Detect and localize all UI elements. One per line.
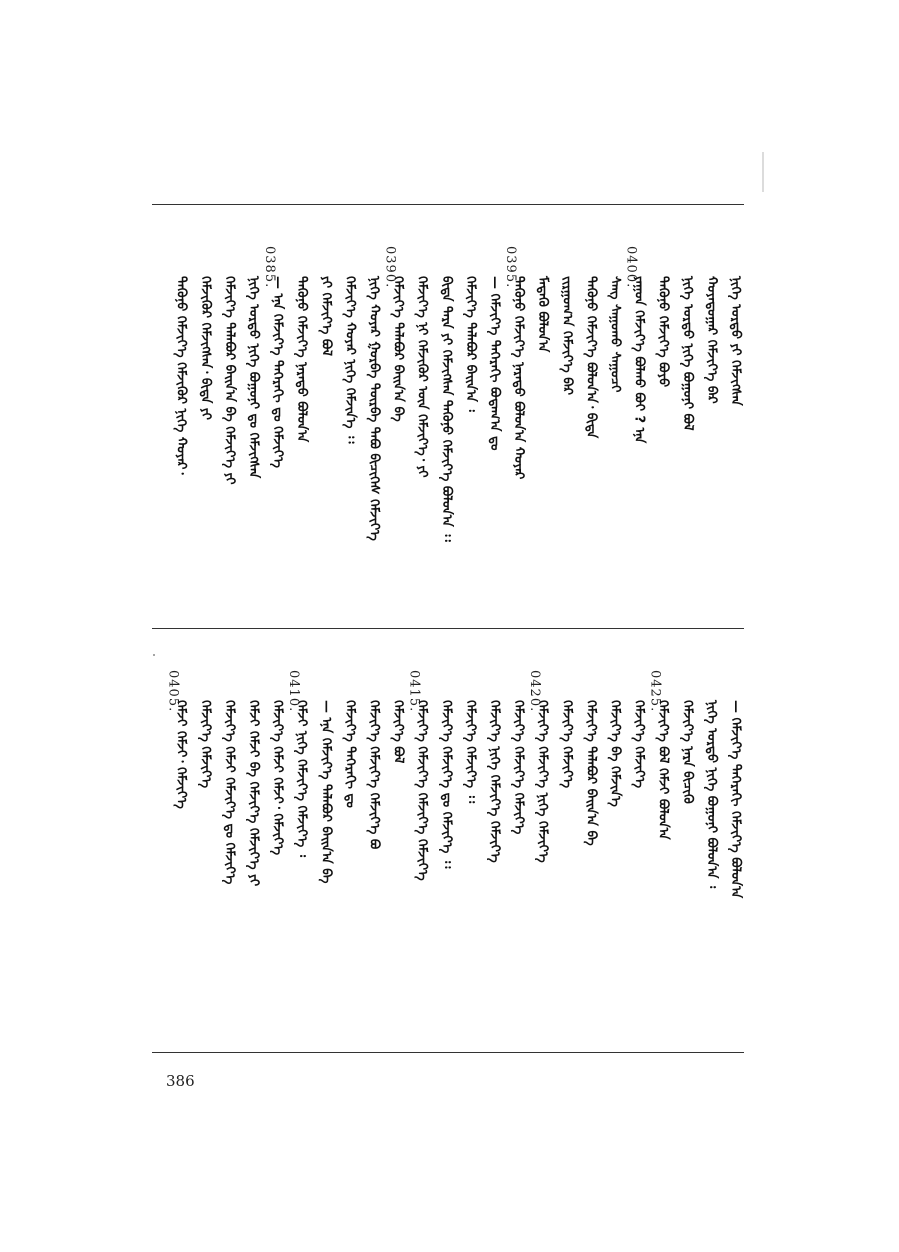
line-number: 0395. [503,246,519,289]
mongolian-text-line: ᠬᠡᠮᠵᠢᠶ᠎ᠡ ᠬᠡᠮᠵᠢᠶ᠎ᠡ ᠬᠡᠮᠵᠢᠶ᠎ᠡ ᠪᠤ [366,700,382,850]
line-number: 0405. [165,670,181,713]
mongolian-text-line: ᠬᠡᠮᠵᠢᠶ᠎ᠡ ᠬᠡᠮᠵᠢ ᠬᠡᠮᠵᠢᠶ᠎ᠡ ᠳᠤ ᠬᠡᠮᠵᠢᠶ᠎ᠡ [221,700,237,885]
mongolian-text-line: ᠰᠠᠩ ᠰᠠᠭᠤᠬᠤ ᠰᠠᠭᠤᠴᠢ [607,276,623,393]
mongolian-text-line: ᠬᠡᠮᠵᠢᠶ᠎ᠡ ᠬᠣᠶᠠᠷ ᠨᠢᠭᠡ ᠬᠡᠮᠵᠢᠨ᠎ᠡ ᠄᠄ [342,276,358,444]
text-column [162,664,189,1044]
mongolian-text-line: ᠲᠡᠭᠦᠨᠦ ᠬᠡᠮᠵᠢᠶ᠎ᠡ ᠪᠤᠶᠤ [655,276,671,388]
mongolian-text-line: ᠬᠡᠮᠵᠢᠶ᠎ᠡ ᠨᠡᠷᠡ ᠪᠢᠴᠢᠭᠦ [679,700,695,804]
mongolian-text-line: ᠬᠡᠮᠵᠢᠭᠦᠷ ᠬᠡᠮᠵᠢᠭᠰᠡᠨ᠂ ᠪᠢᠳᠡ ᠶᠢ [197,276,213,420]
mongolian-text-line: ᠪᠢᠳᠡ ᠲᠡᠷᠡ ᠶᠢ ᠬᠡᠮᠵᠢᠭᠰᠡᠨ ᠲᠡᠭᠦᠨᠦ ᠬᠡᠮᠵᠢᠶ᠎ᠡ ᠪᠣᠯᠤᠨ᠎ᠠ ᠄᠄ [438,276,454,542]
line-number: 0385. [262,246,278,289]
mongolian-text-line: ᠬᠡᠮᠵᠢᠶ᠎ᠡ ᠪᠣᠯ ᠬᠡᠮᠵᠢ ᠪᠣᠯᠤᠨ᠎ᠠ [655,700,671,840]
mongolian-text-line: ᠲᠡᠭᠦᠨᠦ ᠬᠡᠮᠵᠢᠶ᠎ᠡ ᠨᠡᠷᠡᠳᠦ ᠪᠣᠯᠤᠨ᠎ᠠ [294,276,310,443]
mongolian-text-line: ᠲᠡᠭᠦᠨᠦ ᠬᠡᠮᠵᠢᠶ᠎ᠡ ᠨᠡᠷᠡᠳᠦ ᠪᠣᠯᠤᠨ᠎ᠠ ᠬᠣᠶᠠᠷ [511,276,527,480]
page-edge-mark [762,152,764,192]
mongolian-text-line: ᠬᠡᠮᠵᠢᠶ᠎ᠡ ᠬᠡᠮᠵᠢ ᠬᠡᠮᠵᠢ᠂ ᠬᠡᠮᠵᠢᠶ᠎ᠡ [270,700,286,856]
upper-section [152,240,744,620]
line-number: 0420. [527,670,543,713]
mongolian-text-line: — ᠬᠡᠮᠵᠢᠶ᠎ᠡ ᠳᠡᠭᠡᠷᠡᠬᠢ ᠪᠤᠳᠠᠭ᠎ᠠ ᠳᠤ [487,276,502,451]
mongolian-text-line: ᠬᠡᠮᠵᠢᠶ᠎ᠡ ᠬᠡᠮᠵᠢᠶ᠎ᠡ ᠄᠄ [462,700,478,804]
line-number: 0390. [382,246,398,289]
mongolian-text-line: ᠬᠣᠶᠠᠳᠤᠭᠠᠷ ᠬᠡᠮᠵᠢᠶ᠎ᠡ ᠪᠡᠷ [703,276,719,404]
page-number: 386 [166,1072,195,1090]
mongolian-text-line: ᠶᠠᠭᠤᠨ ᠬᠡᠮᠵᠢᠶ᠎ᠡ ᠪᠣᠯᠬᠤ ᠪᠤᠢ ? ᠡᠨᠡ [631,276,647,444]
mongolian-text-line: ᠬᠡᠮᠵᠢᠶ᠎ᠡ ᠬᠡᠮᠵᠢᠶ᠎ᠡ ᠬᠡᠮᠵᠢᠶ᠎ᠡ ᠬᠡᠮᠵᠢᠶ᠎ᠡ [414,700,430,881]
mongolian-text-line: ᠶᠢ ᠬᠡᠮᠵᠢᠶ᠎ᠡ ᠪᠣᠯ [318,276,334,356]
mongolian-text-line: — ᠡᠨᠡ ᠬᠡᠮᠵᠢᠶ᠎ᠡ ᠲᠠᠯᠠᠪᠤᠷ ᠪᠠᠢᠨ᠎ᠠ ᠪᠠ [318,700,334,884]
mongolian-text-line: ᠨᠢᠭᠡ ᠤᠷᠲᠤ ᠶᠢ ᠬᠡᠮᠵᠢᠭᠰᠡᠨ [728,276,743,406]
mongolian-text-line: ᠬᠡᠮᠵᠢ ᠬᠡᠮᠵᠢ᠂ ᠬᠡᠮᠵᠢᠶ᠎ᠡ [173,700,189,809]
mongolian-text-line: ᠬᠡᠮᠵᠢᠶ᠎ᠡ ᠬᠡᠮᠵᠢᠶ᠎ᠡ [559,700,575,789]
line-number: 0400. [623,246,639,289]
middle-rule [152,628,744,629]
mongolian-text-line: ᠵᠢᠷᠭᠤᠭ᠎ᠠ ᠬᠡᠮᠵᠢᠶ᠎ᠡ ᠪᠡᠷ [559,276,575,395]
mongolian-text-line: ᠬᠡᠮᠵᠢᠶ᠎ᠡ ᠲᠠᠯᠠᠪᠤᠷ ᠪᠠᠢᠨ᠎ᠠ ᠪᠠ [583,700,599,846]
mongolian-text-line: — ᠡᠨᠡ ᠬᠡᠮᠵᠢᠶ᠎ᠡ ᠳᠡᠭᠡᠷᠡᠬᠢ ᠳᠤ ᠬᠡᠮᠵᠢᠶ᠎ᠡ [270,276,286,468]
mongolian-text-line: ᠬᠡᠮᠵᠢ ᠨᠢᠭᠡ ᠬᠡᠮᠵᠢᠶ᠎ᠡ ᠬᠡᠮᠵᠢᠶ᠎ᠡ ᠄ [294,700,310,858]
bottom-rule [152,1052,744,1053]
mongolian-text-line: ᠬᠡᠮᠵᠢᠶ᠎ᠡ ᠨᠢ ᠬᠡᠮᠵᠢᠭᠦᠷ ᠦᠨ ᠬᠡᠮᠵᠢᠶ᠎ᠡ᠂ ᠶᠢ [414,276,430,478]
mongolian-text-line: ᠨᠢᠭᠡ ᠤᠷᠲᠤ ᠨᠢᠭᠡ ᠪᠣᠭᠣᠨᠢ ᠪᠣᠯᠤᠨ᠎ᠠ ᠄ [703,700,719,889]
lower-section [152,664,744,1044]
mongolian-text-line: — ᠬᠡᠮᠵᠢᠶ᠎ᠡ ᠳᠡᠭᠡᠷᠡᠬᠢ ᠬᠡᠮᠵᠢᠶ᠎ᠡ ᠪᠣᠯᠤᠨ᠎ᠠ [728,700,743,899]
mongolian-text-line: ᠬᠡᠮᠵᠢᠶ᠎ᠡ ᠲᠠᠯᠠᠪᠤᠷ ᠪᠠᠢᠨ᠎ᠠ ᠪᠠ ᠬᠡᠮᠵᠢᠶ᠎ᠡ ᠶᠢ [221,276,237,485]
mongolian-text-line: ᠬᠡᠮᠵᠢᠶ᠎ᠡ ᠲᠠᠯᠠᠪᠤᠷ ᠪᠠᠢᠨ᠎ᠠ ᠪᠠ [390,276,406,422]
mongolian-text-line: ᠬᠡᠮᠵᠢᠶ᠎ᠡ ᠬᠡᠮᠵᠢᠶ᠎ᠡ [197,700,213,789]
text-column [162,240,189,620]
mongolian-text-line: ᠬᠡᠮᠵᠢᠶ᠎ᠡ ᠬᠡᠮᠵᠢᠶ᠎ᠡ ᠨᠢᠭᠡ ᠬᠡᠮᠵᠢᠶ᠎ᠡ [535,700,551,863]
line-number: 0410. [286,670,302,713]
mongolian-text-line: ᠬᠡᠮᠵᠢᠶ᠎ᠡ ᠪᠣᠯ [390,700,406,764]
mongolian-text-line: ᠬᠡᠮᠵᠢᠶ᠎ᠡ ᠬᠡᠮᠵᠢᠶ᠎ᠡ ᠳᠤ ᠬᠡᠮᠵᠢᠶ᠎ᠡ ᠄᠄ [438,700,454,869]
mongolian-text-line: ᠨᠢᠭᠡ ᠤᠷᠲᠤ ᠨᠢᠭᠡ ᠪᠣᠭᠣᠨᠢ ᠪᠣᠯ [679,276,695,431]
mongolian-text-line: ᠨᠢᠭᠡ ᠬᠣᠶᠠᠷ ᠭᠤᠷᠪᠠ ᠳᠥᠷᠪᠡ ᠲᠠᠪᠤ ᠪᠢᠴᠢᠭᠡᠰ ᠬᠡᠮᠵᠢᠶ᠎ᠡ [366,276,382,541]
mongolian-text-line: ᠲᠡᠭᠦᠨᠦ ᠬᠡᠮᠵᠢᠶ᠎ᠡ ᠪᠣᠯᠤᠨ᠎ᠠ᠂ ᠪᠢᠳᠡ [583,276,599,439]
mongolian-text-line: ᠮᠡᠳᠡᠬᠦ ᠪᠣᠯᠤᠨ᠎ᠠ [535,276,551,353]
line-number: 0425. [647,670,663,713]
mongolian-text-line: ᠬᠡᠮᠵᠢᠶ᠎ᠡ ᠳᠡᠭᠡᠷᠡᠬᠢ ᠳᠤ [342,700,358,808]
mongolian-text-line: ᠬᠡᠮᠵᠢᠶ᠎ᠡ ᠨᠢᠭᠡ ᠬᠡᠮᠵᠢᠶ᠎ᠡ ᠬᠡᠮᠵᠢᠶ᠎ᠡ [487,700,502,863]
line-number: 0415. [406,670,422,713]
mongolian-text-line: ᠬᠡᠮᠵᠢ ᠬᠡᠮᠵᠢ ᠪᠠ ᠬᠡᠮᠵᠢᠶ᠎ᠡ ᠬᠡᠮᠵᠢᠶ᠎ᠡ ᠶᠢ [246,700,261,887]
mongolian-text-line: ᠬᠡᠮᠵᠢᠶ᠎ᠡ ᠬᠡᠮᠵᠢᠶ᠎ᠡ ᠬᠡᠮᠵᠢᠶ᠎ᠡ [511,700,527,835]
mongolian-text-line: ᠬᠡᠮᠵᠢᠶ᠎ᠡ ᠪᠠ ᠬᠡᠮᠵᠢᠨ᠎ᠡ [607,700,623,807]
mongolian-text-line: ᠬᠡᠮᠵᠢᠶ᠎ᠡ ᠬᠡᠮᠵᠢᠶ᠎ᠡ [631,700,647,789]
mongolian-text-line: ᠬᠡᠮᠵᠢᠶ᠎ᠡ ᠲᠠᠯᠠᠪᠤᠷ ᠪᠠᠢᠨ᠎ᠠ ᠄ [462,276,478,412]
mongolian-text-line: ᠨᠢᠭᠡ ᠤᠷᠲᠤ ᠨᠢᠭᠡ ᠪᠣᠭᠣᠨᠢ ᠳᠤ ᠬᠡᠮᠵᠢᠭᠰᠡᠨ [246,276,261,479]
top-rule [152,204,744,205]
scan-speck [153,654,155,656]
mongolian-text-line: ᠲᠡᠭᠦᠨᠦ ᠬᠡᠮᠵᠢᠶ᠎ᠡ ᠬᠡᠮᠵᠢᠭᠦᠷ ᠨᠢᠭᠡ ᠬᠣᠶᠠᠷ᠂ [173,276,189,475]
